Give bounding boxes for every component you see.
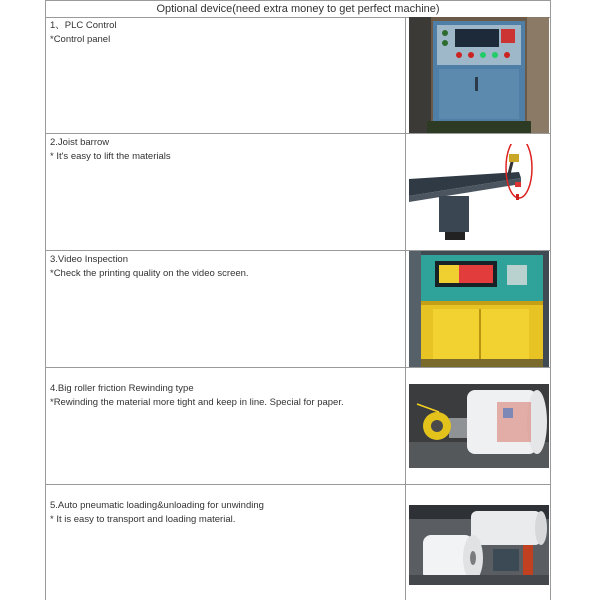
- option-title: 2.Joist barrow: [50, 137, 110, 148]
- option-row-roller-rewinding: [46, 368, 550, 485]
- roller-rewinding-photo: [409, 384, 549, 468]
- option-description: *Rewinding the material more tight and keep in line. Special for paper.: [50, 397, 344, 408]
- option-title: 5.Auto pneumatic loading&unloading for unwinding: [50, 500, 264, 511]
- option-description: * It is easy to transport and loading material.: [50, 514, 236, 525]
- option-row-joist-barrow: [46, 134, 550, 251]
- pneumatic-loading-photo: [409, 505, 549, 585]
- option-row-video-inspection: [46, 251, 550, 368]
- joist-barrow-photo: [409, 144, 549, 244]
- option-description: *Check the printing quality on the video screen.: [50, 268, 249, 279]
- video-inspection-photo: [409, 251, 549, 367]
- option-row-pneumatic-loading: [46, 485, 550, 600]
- plc-control-panel-photo: [409, 17, 549, 133]
- option-row-plc: [46, 17, 550, 134]
- option-title: 4.Big roller friction Rewinding type: [50, 383, 194, 394]
- option-description: *Control panel: [50, 34, 111, 45]
- option-description: * It's easy to lift the materials: [50, 151, 171, 162]
- option-title: 1、PLC Control: [50, 20, 117, 31]
- options-table: [45, 0, 551, 600]
- table-header: Optional device(need extra money to get perfect machine): [46, 0, 550, 18]
- option-title: 3.Video Inspection: [50, 254, 128, 265]
